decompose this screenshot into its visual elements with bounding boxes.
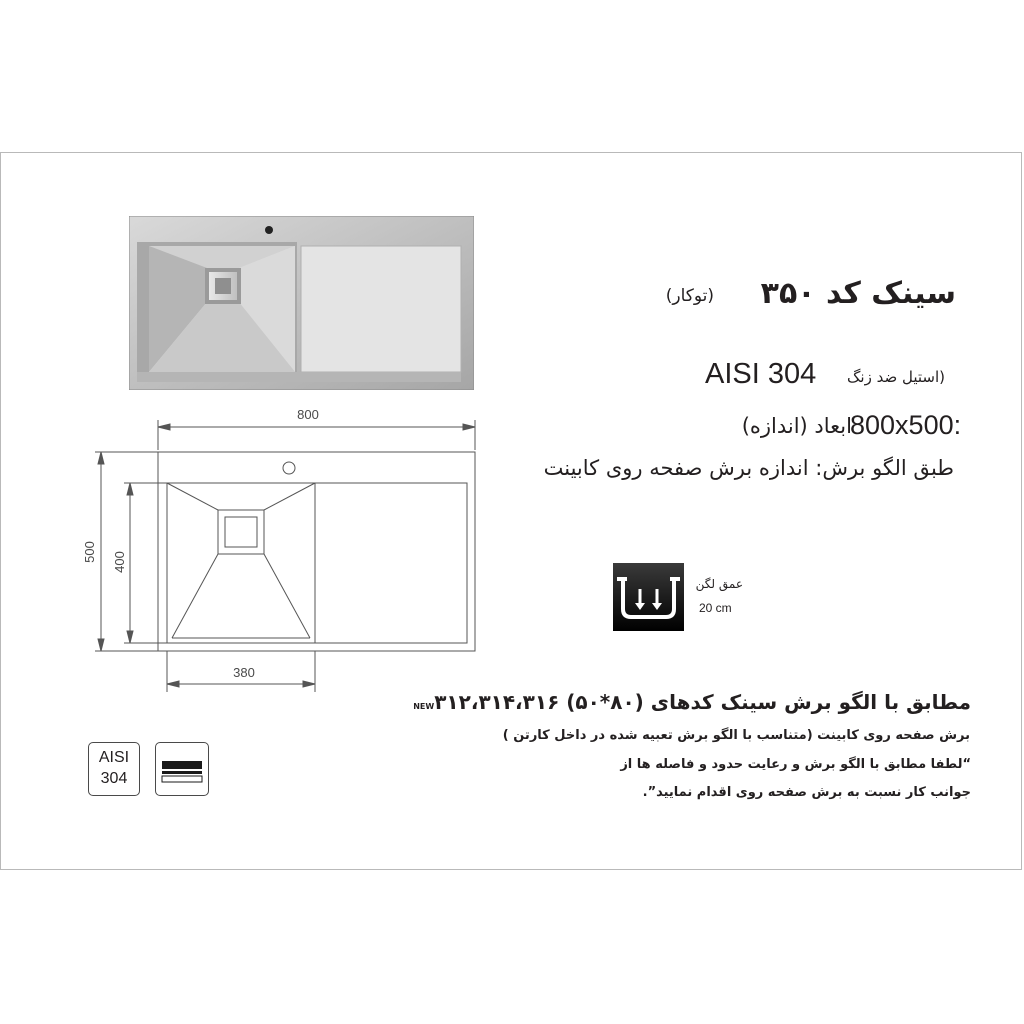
note-line-2: “لطفا مطابق با الگو برش و رعایت حدود و فاصله ها از <box>620 757 971 772</box>
compatibility-note <box>413 690 971 714</box>
sink-photo <box>129 216 474 390</box>
width-label: 800 <box>297 407 319 422</box>
flush-mount-icon <box>155 742 209 796</box>
compatible-codes: ۳۱۲،۳۱۴،۳۱۶ <box>434 690 560 714</box>
bowl-outline <box>167 483 315 643</box>
height-label: 500 <box>82 541 97 563</box>
aisi-badge-line2: 304 <box>100 770 128 787</box>
material-note: (استیل ضد زنگ <box>847 368 945 386</box>
dimensions-label: ابعاد (اندازه) <box>741 414 852 438</box>
product-title: سینک کد ۳۵۰ <box>760 276 956 311</box>
depth-label: عمق لگن <box>695 577 743 591</box>
depth-value: 20 cm <box>699 601 732 615</box>
bowl-width-label: 380 <box>233 665 255 680</box>
bowl-depth-icon <box>613 563 684 631</box>
compatibility-prefix: مطابق با الگو برش سینک کدهای <box>650 690 971 714</box>
note-line-1: برش صفحه روی کابینت (متناسب با الگو برش تعبیه شده در داخل کارتن ) <box>502 728 970 743</box>
bowl-height-label: 400 <box>112 551 127 573</box>
cutout-note: طبق الگو برش: اندازه برش صفحه روی کابینت <box>543 456 954 480</box>
dimensions-value: 800x500: <box>850 410 962 440</box>
aisi-badge-line1: AISI <box>98 749 130 766</box>
note-line-3: جوانب کار نسبت به برش صفحه روی اقدام نمایید”. <box>642 785 971 800</box>
new-tag: NEW <box>413 702 435 711</box>
tap-hole <box>283 462 295 474</box>
technical-drawing <box>80 400 480 700</box>
material-grade: AISI 304 <box>705 358 817 390</box>
compatible-size: (۵۰*۸۰) <box>566 690 644 714</box>
install-type: (توکار) <box>665 286 714 306</box>
aisi-304-badge <box>88 742 140 796</box>
sink-outline <box>158 452 475 651</box>
